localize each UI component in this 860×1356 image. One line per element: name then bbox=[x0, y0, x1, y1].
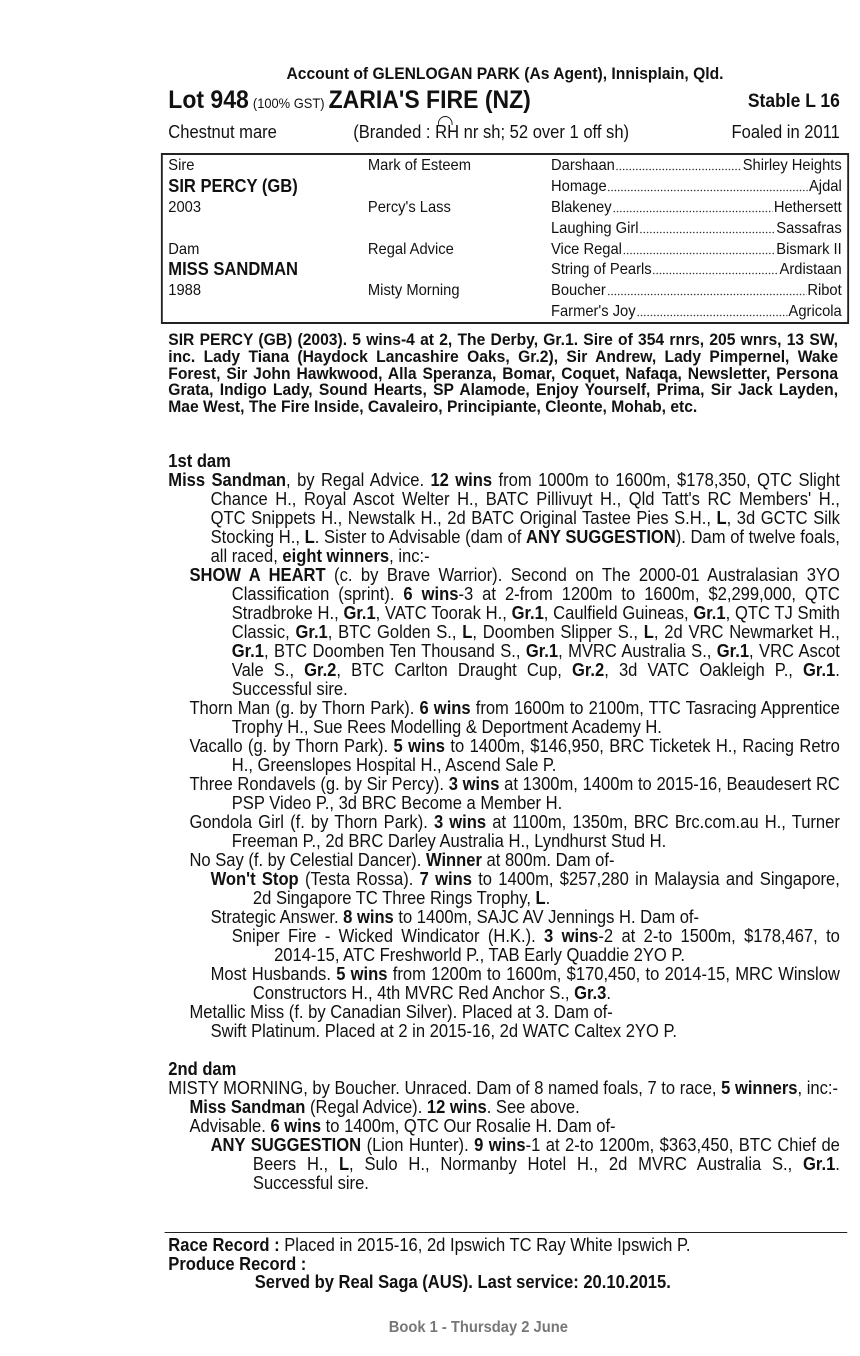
pedigree-gen3 bbox=[551, 301, 842, 322]
pedigree-ancestor: Blakeney bbox=[551, 198, 612, 216]
bold-text: Won't Stop bbox=[210, 869, 299, 889]
pedigree-entry bbox=[189, 851, 839, 870]
bold-text: 3 wins bbox=[544, 926, 599, 946]
section-heading: 2nd dam bbox=[168, 1059, 237, 1079]
bold-text: eight winners bbox=[282, 546, 390, 566]
bold-text: 9 wins bbox=[474, 1135, 526, 1155]
stable-number: Stable L 16 bbox=[747, 91, 840, 112]
bold-text: ANY SUGGESTION bbox=[210, 1135, 362, 1155]
lot-number: Lot 948 bbox=[168, 86, 249, 114]
pedigree-row bbox=[163, 259, 847, 280]
bold-text: L bbox=[535, 888, 546, 908]
text: to 1400m, SAJC AV Jennings H. Dam of- bbox=[393, 907, 700, 927]
text: . bbox=[545, 888, 551, 908]
horse-name: ZARIA'S FIRE (NZ) bbox=[328, 86, 531, 114]
text: Vacallo (g. by Thorn Park). bbox=[189, 736, 394, 756]
brand-suffix: nr sh; 52 over 1 off sh) bbox=[459, 122, 630, 142]
pedigree-ancestor-sire: Ardistaan bbox=[779, 261, 842, 279]
text: from 1200m to 1600m, $170,450, to 2014-15, MRC Winslow Constructors H., 4th MVRC Red Anchor S., bbox=[252, 964, 840, 1003]
text: -1 at 2-to 1200m, $363,450, BTC Chief de Beers H., bbox=[252, 1135, 840, 1174]
brand-info bbox=[353, 122, 629, 143]
pedigree-row bbox=[163, 239, 847, 260]
text: , by Regal Advice. bbox=[286, 470, 431, 490]
bold-text: Gr.1 bbox=[525, 641, 559, 661]
brand-mark-icon: RH bbox=[435, 122, 460, 142]
bold-text: 5 wins bbox=[393, 736, 445, 756]
pedigree-gen3 bbox=[551, 155, 842, 176]
text: , MVRC Australia S., bbox=[558, 641, 717, 661]
text: . See above. bbox=[486, 1097, 580, 1117]
dot-leader bbox=[608, 176, 809, 192]
race-record-value: Placed in 2015-16, 2d Ipswich TC Ray White Ipswich P. bbox=[284, 1235, 691, 1255]
text: from 1600m to 2100m, TTC Tasracing Apprentice Trophy H., Sue Rees Modelling & Deportment Academy H. bbox=[231, 698, 840, 737]
text: , BTC Golden S., bbox=[327, 622, 463, 642]
bold-text: Gr.2 bbox=[572, 660, 605, 680]
text: Metallic Miss (f. by Canadian Silver). Placed at 3. Dam of- bbox=[189, 1002, 613, 1022]
text: ). Dam of twelve foals, all raced, bbox=[210, 527, 840, 566]
pedigree-table bbox=[161, 153, 849, 324]
text: at 800m. Dam of- bbox=[481, 850, 615, 870]
pedigree-entry bbox=[189, 775, 839, 813]
dot-leader bbox=[612, 197, 772, 213]
pedigree-ancestor-sire: Shirley Heights bbox=[742, 157, 842, 174]
text: . Successful sire. bbox=[231, 660, 840, 699]
text: MISTY MORNING, by Boucher. Unraced. Dam of 8 named foals, 7 to race, bbox=[168, 1078, 722, 1098]
pedigree-ancestor: Darshaan bbox=[551, 157, 615, 174]
pedigree-gen3 bbox=[551, 197, 842, 218]
bold-text: Gr.1 bbox=[231, 641, 264, 661]
bold-text: 3 wins bbox=[433, 812, 487, 832]
bold-text: L bbox=[462, 622, 473, 642]
text: , Sulo H., Normanby Hotel H., 2d MVRC Australia S., bbox=[349, 1154, 804, 1174]
text: from 1000m to 1600m, $178,350, QTC Slight Chance H., Royal Ascot Welter H., BATC Pillivuyt H., Qld Tatt's RC Members' H., QTC Snippets H., Newstalk H., 2d BATC Original Tastee Pies S.H., bbox=[210, 470, 840, 528]
text: , 3d GCTC Silk Stocking H., bbox=[210, 508, 840, 547]
bold-text: Gr.3 bbox=[574, 983, 607, 1003]
text: (c. by Brave Warrior). Second on The 2000-01 Australasian 3YO Classification (sprint). bbox=[231, 565, 840, 604]
bold-text: 8 wins bbox=[343, 907, 394, 927]
pedigree-ancestor: Farmer's Joy bbox=[551, 303, 636, 321]
pedigree-gen3 bbox=[551, 239, 842, 260]
pedigree-entry bbox=[211, 870, 840, 908]
pedigree-entry bbox=[189, 737, 839, 775]
bold-text: L bbox=[304, 527, 315, 547]
produce-record-value: Served by Real Saga (AUS). Last service: 20.10.2015. bbox=[254, 1272, 671, 1292]
bold-text: 5 winners bbox=[721, 1078, 798, 1098]
produce-record-label: Produce Record : bbox=[168, 1253, 307, 1274]
text: Three Rondavels (g. by Sir Percy). bbox=[189, 774, 449, 794]
pedigree-gen1: 2003 bbox=[168, 198, 202, 216]
pedigree-entry bbox=[189, 1003, 839, 1022]
pedigree-ancestor-sire: Ajdal bbox=[808, 177, 842, 195]
text: to 1400m, QTC Our Rosalie H. Dam of- bbox=[321, 1116, 616, 1136]
pedigree-ancestor: String of Pearls bbox=[551, 261, 652, 279]
pedigree-entry bbox=[189, 813, 839, 851]
pedigree-gen2: Mark of Esteem bbox=[367, 157, 471, 174]
text: . bbox=[606, 983, 611, 1003]
bold-text: Gr.1 bbox=[511, 603, 544, 623]
text: to 1400m, $146,950, BRC Ticketek H., Racing Retro H., Greenslopes Hospital H., Ascend Sale P. bbox=[231, 736, 840, 775]
pedigree-entry bbox=[189, 566, 839, 699]
pedigree-entry bbox=[189, 1098, 839, 1117]
pedigree-entry bbox=[189, 699, 839, 737]
text: Strategic Answer. bbox=[210, 907, 344, 927]
bold-text: Gr.1 bbox=[295, 622, 328, 642]
pedigree-gen1: SIR PERCY (GB) bbox=[168, 175, 298, 196]
pedigree-ancestor-sire: Hethersett bbox=[773, 198, 842, 216]
text: . Successful sire. bbox=[252, 1154, 840, 1193]
text: at 1300m, 1400m to 2015-16, Beaudesert RC PSP Video P., 3d BRC Become a Member H. bbox=[231, 774, 840, 813]
text: at 1100m, 1350m, BRC Brc.com.au H., Turner Freeman P., 2d BRC Darley Australia H., Lyndhurst Stud H. bbox=[231, 812, 840, 851]
pedigree-ancestor: Laughing Girl bbox=[551, 219, 639, 237]
text: , inc:- bbox=[389, 546, 430, 566]
pedigree-gen3 bbox=[551, 280, 842, 301]
bold-text: 12 wins bbox=[426, 1097, 487, 1117]
text: , Doomben Slipper S., bbox=[472, 622, 644, 642]
pedigree-row bbox=[163, 218, 847, 239]
bold-text: 6 wins bbox=[419, 698, 471, 718]
pedigree-gen2: Misty Morning bbox=[367, 282, 460, 300]
pedigree-gen1: Sire bbox=[168, 157, 195, 174]
text: No Say (f. by Celestial Dancer). bbox=[189, 850, 426, 870]
text: (Testa Rossa). bbox=[298, 869, 420, 889]
pedigree-row bbox=[163, 176, 847, 197]
text: -2 at 2-to 1500m, $178,467, to 2014-15, ATC Freshworld P., TAB Early Quaddie 2YO P. bbox=[274, 926, 840, 965]
pedigree-row bbox=[163, 301, 847, 322]
pedigree-ancestor-sire: Ribot bbox=[807, 282, 842, 300]
text: -3 at 2-from 1200m to 1600m, $2,299,000, QTC Stradbroke H., bbox=[231, 584, 840, 623]
first-dam-section bbox=[168, 452, 840, 1041]
pedigree-gen2: Percy's Lass bbox=[367, 198, 451, 216]
bold-text: Miss Sandman bbox=[168, 470, 287, 490]
pedigree-entry bbox=[211, 1022, 840, 1041]
divider bbox=[165, 1232, 848, 1233]
dot-leader bbox=[607, 280, 807, 296]
text: to 1400m, $257,280 in Malaysia and Singapore, 2d Singapore TC Three Rings Trophy, bbox=[252, 869, 840, 908]
bold-text: L bbox=[716, 508, 727, 528]
pedigree-ancestor-sire: Bismark II bbox=[776, 240, 842, 258]
pedigree-ancestor-sire: Sassafras bbox=[776, 219, 842, 237]
pedigree-gen2: Regal Advice bbox=[367, 240, 454, 258]
dot-leader bbox=[616, 155, 742, 171]
bold-text: 12 wins bbox=[430, 470, 493, 490]
dot-leader bbox=[623, 239, 776, 255]
text: , 2d VRC Newmarket H., bbox=[653, 622, 840, 642]
pedigree-entry bbox=[211, 908, 840, 927]
text: (Lion Hunter). bbox=[361, 1135, 475, 1155]
pedigree-ancestor: Boucher bbox=[551, 282, 606, 300]
pedigree-ancestor: Vice Regal bbox=[551, 240, 622, 258]
bold-text: 3 wins bbox=[448, 774, 500, 794]
gst-note: (100% GST) bbox=[252, 95, 325, 111]
section-heading: 1st dam bbox=[168, 451, 231, 471]
pedigree-gen1: MISS SANDMAN bbox=[168, 259, 299, 280]
bold-text: Gr.1 bbox=[693, 603, 726, 623]
colour-sex: Chestnut mare bbox=[168, 122, 277, 142]
text: Advisable. bbox=[189, 1116, 271, 1136]
text: , VATC Toorak H., bbox=[375, 603, 512, 623]
pedigree-entry bbox=[211, 1136, 840, 1193]
text: Most Husbands. bbox=[210, 964, 337, 984]
pedigree-entry bbox=[168, 471, 840, 566]
horse-description bbox=[168, 122, 840, 143]
text: , BTC Carlton Draught Cup, bbox=[336, 660, 573, 680]
text: , BTC Doomben Ten Thousand S., bbox=[263, 641, 526, 661]
text: , QTC TJ Smith Classic, bbox=[231, 603, 840, 642]
bold-text: Gr.1 bbox=[803, 660, 836, 680]
text: , 3d VATC Oakleigh P., bbox=[604, 660, 804, 680]
text: Thorn Man (g. by Thorn Park). bbox=[189, 698, 420, 718]
dot-leader bbox=[639, 218, 775, 234]
bold-text: L bbox=[338, 1154, 350, 1174]
bold-text: L bbox=[643, 622, 654, 642]
pedigree-entry bbox=[189, 1117, 839, 1136]
pedigree-gen1: 1988 bbox=[168, 282, 202, 300]
pedigree-ancestor: Homage bbox=[551, 177, 607, 195]
dot-leader bbox=[637, 301, 788, 317]
records bbox=[168, 1236, 840, 1292]
bold-text: 6 wins bbox=[403, 584, 459, 604]
foaled-year: Foaled in 2011 bbox=[731, 122, 840, 142]
bold-text: Gr.1 bbox=[343, 603, 376, 623]
text: , inc:- bbox=[797, 1078, 839, 1098]
text: Sniper Fire - Wicked Windicator (H.K.). bbox=[231, 926, 545, 946]
race-record bbox=[168, 1236, 840, 1255]
bold-text: 7 wins bbox=[419, 869, 472, 889]
pedigree-gen1: Dam bbox=[168, 240, 200, 258]
race-record-label: Race Record : bbox=[168, 1235, 285, 1255]
pedigree-entry bbox=[168, 1079, 840, 1098]
bold-text: ANY SUGGESTION bbox=[526, 527, 676, 547]
bold-text: Winner bbox=[425, 850, 482, 870]
text: Gondola Girl (f. by Thorn Park). bbox=[189, 812, 434, 832]
pedigree-row bbox=[163, 197, 847, 218]
bold-text: 6 wins bbox=[270, 1116, 322, 1136]
text: (Regal Advice). bbox=[305, 1097, 427, 1117]
pedigree-entry bbox=[211, 965, 840, 1003]
lot-header bbox=[168, 86, 840, 116]
pedigree-row bbox=[163, 280, 847, 301]
pedigree-entry bbox=[232, 927, 840, 965]
dot-leader bbox=[653, 259, 779, 275]
text: , VRC Ascot Vale S., bbox=[231, 641, 840, 680]
bold-text: Gr.2 bbox=[304, 660, 337, 680]
second-dam-section bbox=[168, 1060, 840, 1193]
text: . Sister to Advisable (dam of bbox=[314, 527, 527, 547]
bold-text: Gr.1 bbox=[716, 641, 750, 661]
bold-text: SHOW A HEART bbox=[189, 565, 326, 585]
pedigree-ancestor-sire: Agricola bbox=[788, 303, 842, 321]
page-footer: Book 1 - Thursday 2 June bbox=[388, 1319, 568, 1336]
brand-prefix: (Branded : bbox=[353, 122, 436, 142]
pedigree-gen3 bbox=[551, 176, 842, 197]
text: Swift Platinum. Placed at 2 in 2015-16, 2d WATC Caltex 2YO P. bbox=[210, 1021, 677, 1041]
pedigree-gen3 bbox=[551, 259, 842, 280]
sire-summary: SIR PERCY (GB) (2003). 5 wins-4 at 2, The Derby, Gr.1. Sire of 354 rnrs, 205 wnrs, 13 SW, inc. Lady Tiana (Haydock Lancashire Oaks, Gr.2), Sir Andrew, Lady Pimpernel, Wake Forest, Sir John Hawkwood, Alla Speranza, Bomar, Coquet, Nafaqa, Newsletter, Persona Grata, Indigo Lady, Sound Hearts, SP Alamode, Enjoy Yourself, Prima, Sir Jack Layden, Mae West, The Fire Inside, Cavaleiro, Principiante, Cleonte, Mohab, etc. bbox=[168, 330, 839, 417]
text: , Caulfield Guineas, bbox=[543, 603, 694, 623]
bold-text: Gr.1 bbox=[803, 1154, 836, 1174]
bold-text: 5 wins bbox=[336, 964, 388, 984]
vendor-account: Account of GLENLOGAN PARK (As Agent), Innisplain, Qld. bbox=[286, 64, 724, 83]
pedigree-gen3 bbox=[551, 218, 842, 239]
pedigree-row bbox=[163, 155, 847, 176]
bold-text: Miss Sandman bbox=[189, 1097, 306, 1117]
